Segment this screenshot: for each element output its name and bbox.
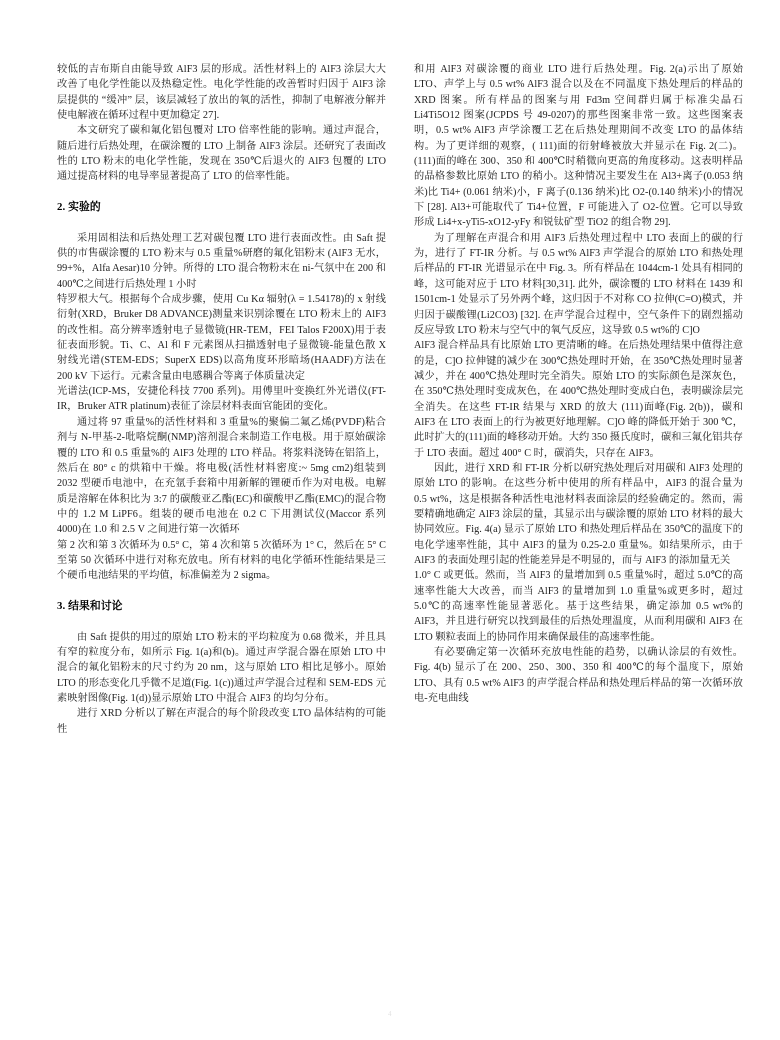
paragraph-ftir-analysis: 为了理解在声混合和用 AlF3 后热处理过程中 LTO 表面上的碳的行为，进行了 FT-IR 分析。与 0.5 wt% AlF3 声学混合的原始 LTO 和热处理后样品的 FT-IR 光谱显示在中 Fig. 3。所有样品在 1044cm-1 处具有相同的峰，这可能对应于 LTO 材料[30,31]. 此外，碳涂覆的 LTO 材料在 1439 和 1501cm-1 处显示了另外两个峰，这归因于不对称 CO 拉伸(C=O)模式，并归因于碳酸锂(Li2CO3) [32]. 在声学混合过程中，空气条件下的剧烈摇动反应导致 LTO 粉末与空气中的氧气反应，这导致 0.5 wt%的 C]O [414,232,743,336]
paragraph-intro-alf3-coating: 较低的吉布斯自由能导致 AlF3 层的形成。活性材料上的 AlF3 涂层大大改善了电化学性能以及热稳定性。电化学性能的改善暂时归因于 AlF3 涂层提供的 “缓冲” 层，该层减轻了放出的氧的活性，抑制了电解液分解并使电解液在循环过程中更加稳定 27]. [57,64,386,122]
section-heading-experimental: 2. 实验的 [57,201,101,214]
two-column-body [57,62,743,737]
paragraph-characterization-xrd-tem: 特罗根大气。根据每个合成步骤，使用 Cu Kα 辐射(λ = 1.54178)的 x 射线衍射(XRD，Bruker D8 ADVANCE)测量来识别涂覆在 LTO 粉末上的 AlF3 的改性相。高分辨率透射电子显微镜(HR-TEM，FEI Talos F200X)用于表征表面形貌。Ti、C、Al 和 F 元素图从扫描透射电子显微镜-能量色散 X 射线光谱(STEM-EDS；SuperX EDS)以高角度环形暗场(HAADF)方法在 200 kV 下运行。元素含量由电感耦合等离子体质量决定 [57,294,386,382]
paragraph-material-preparation: 采用固相法和后热处理工艺对碳包覆 LTO 进行表面改性。由 Saft 提供的市售碳涂覆的 LTO 粉末与 0.5 重量%研磨的氟化铝粉末 (AlF3 无水，99+%，Alfa Aesar)10 分钟。所得的 LTO 混合物粉末在 ni-气氛中在 200 和 400℃之间进行后热处理 1 小时 [57,232,386,290]
paragraph-electrode-fabrication: 通过将 97 重量%的活性材料和 3 重量%的聚偏二氟乙烯(PVDF)粘合剂与 N-甲基-2-吡咯烷酮(NMP)溶剂混合来制造工作电极。用于原始碳涂覆的 LTO 和 0.5 重量%的 AlF3 处理的 LTO 样品。将浆料浇铸在铝箔上，然后在 80° c 的烘箱中干燥。将电极(活性材料密度:~ 5mg cm2)组装到 2032 型硬币电池中，在充氩手套箱中用新解的锂硬币作为对电极。电解质是溶解在体积比为 3:7 的碳酸亚乙酯(EC)和碳酸甲乙酯(EMC)的混合物中的 1.2 M LiPF6。组装的硬币电池在 0.2 C 下用测试仪(Maccor 系列 4000)在 1.0 和 2.5 V 之间进行第一次循环 [57,416,386,536]
left-column [57,62,386,737]
paragraph-particle-size-morphology: 由 Saft 提供的用过的原始 LTO 粉末的平均粒度为 0.68 微米，并且具有窄的粒度分布，如所示 Fig. 1(a)和(b)。通过声学混合器在原始 LTO 中混合的氟化铝粉末的尺寸约为 20 nm，这与原始 LTO 相比足够小。原始 LTO 的形态变化几乎微不足道(Fig. 1(c))通过声学混合过程和 SEM-EDS 元素映射图像(Fig. 1(d))显示原始 LTO 中混合 AlF3 的均匀分布。 [57,631,386,704]
paragraph-icpms-ftir: 光谱法(ICP-MS，安捷伦科技 7700 系列)。用傅里叶变换红外光谱仪(FT-IR，Bruker ATR platinum)表征了涂层材料表面官能团的变化。 [57,386,386,413]
spacer-after-experimental-heading [57,215,386,230]
right-column [414,62,743,706]
paragraph-rate-performance-results: 1.0° C 或更低。然而，当 AlF3 的量增加到 0.5 重量%时，超过 5.0℃的高速率性能大大改善，而当 AlF3 的量增加到 1.0 重量%或更多时，超过 5.0℃的高速率性能显著恶化。基于这些结果，确定添加 0.5 wt%的 AlF3，并且进行研究以找到最佳的后热处理温度，从而利用碳和 AlF3 在 LTO 颗粒表面上的协同作用来确保最佳的高速率性能。 [414,570,743,643]
spacer-before-experimental [57,185,386,200]
paragraph-study-scope: 本文研究了碳和氟化铝包覆对 LTO 倍率性能的影响。通过声混合，随后进行后热处理，在碳涂覆的 LTO 上制备 AlF3 涂层。还研究了表面改性的 LTO 粉末的电化学性能，发现在 350℃后退火的 AlF3 包覆的 LTO 通过提高材料的电导率显著提高了 LTO 的倍率性能。 [57,125,386,183]
spacer-before-results [57,584,386,599]
paragraph-co-peak-behavior: AlF3 混合样品具有比原始 LTO 更清晰的峰。在后热处理结果中值得注意的是，C]O 拉伸键的减少在 300℃热处理时开始，在 350℃热处理时显著减少，并在 400℃热处理时完全消失。原始 LTO 的实际颜色是深灰色，在 350℃热处理时变成灰色，在 400℃热处理时变成白色，表明碳涂层完全消失。在这些 FT-IR 结果与 XRD 的放大 (111)面峰(Fig. 2(b))，碳和 AlF3 在 LTO 表面上的行为被更好地理解。C]O 峰的降低开始于 300 ℃，此时扩大的(111)面的峰移动开始。大约 350 摄氏度时，碳和三氟化铝共存于 LTO 表面。超过 400° C 时，碳消失，只存在 AlF3。 [414,340,743,459]
page-number: 4 [388,1010,392,1018]
section-heading-results-discussion: 3. 结果和讨论 [57,599,123,612]
paragraph-cycling-protocol: 第 2 次和第 3 次循环为 0.5° C，第 4 次和第 5 次循环为 1° C，然后在 5° C 至第 50 次循环中进行对称充放电。所有材料的电化学循环性能结果是三个硬币电池结果的平均值，标准偏差为 2 sigma。 [57,539,386,582]
paragraph-first-cycle-curves: 有必要确定第一次循环充放电性能的趋势，以确认涂层的有效性。Fig. 4(b) 显示了在 200、250、300、350 和 400℃的每个温度下，原始 LTO、具有 0.5 wt% AlF3 的声学混合样品和热处理后样品的第一次循环放电-充电曲线 [414,647,743,705]
spacer-after-results-heading [57,614,386,629]
paragraph-alf3-amount-optimization: 因此，进行 XRD 和 FT-IR 分析以研究热处理后对用碳和 AlF3 处理的原始 LTO 的影响。在这些分析中使用的所有样品中，AlF3 的混合量为 0.5 wt%，这是根据各种活性电池材料表面涂层的经验确定的。然而，需要精确地确定 AlF3 涂层的量，其显示出与碳涂覆的原始 LTO 材料的最大协同效应。Fig. 4(a) 显示了原始 LTO 和热处理后样品在 350℃的温度下的电化学速率性能，其中 AlF3 的量为 0.25-2.0 重量%。如结果所示，由于 AlF3 的表面处理引起的性能差异是不明显的，而与 AlF3 的添加量无关 [414,462,743,566]
paragraph-xrd-patterns: 和用 AlF3 对碳涂覆的商业 LTO 进行后热处理。Fig. 2(a)示出了原始 LTO、声学上与 0.5 wt% AlF3 混合以及在不同温度下热处理后的样品的 XRD 图案。所有样品的图案与用 Fd3m 空间群归属于标准尖晶石 Li4Ti5O12 图案(JCPDS 号 49-0207)的那些图案非常一致。这些图案表明，0.5 wt% AlF3 声学涂覆工艺在后热处理期间不改变 LTO 的晶体结构。为了更详细的观察，( 111)面的衍射峰被放大并显示在 Fig. 2(二)。(111)面的峰在 300、350 和 400℃时稍微向更高的角度移动。这表明样品的晶格参数比原始 LTO 的稍小。这种情况主要发生在 Al3+离子(0.053 纳米)比 Ti4+ (0.061 纳米)小，F 离子(0.136 纳米)比 O2-(0.140 纳米)小的情况下 [28]. Al3+可能取代了 Ti4+位置，F 可能进入了 O2-位置。它可以导致形成 Li4+x-yTi5-xO12-yFy 和锐钛矿型 TiO2 的组合物 29]. [414,64,743,229]
paragraph-xrd-analysis-intro: 进行 XRD 分析以了解在声混合的每个阶段改变 LTO 晶体结构的可能性 [57,708,386,735]
